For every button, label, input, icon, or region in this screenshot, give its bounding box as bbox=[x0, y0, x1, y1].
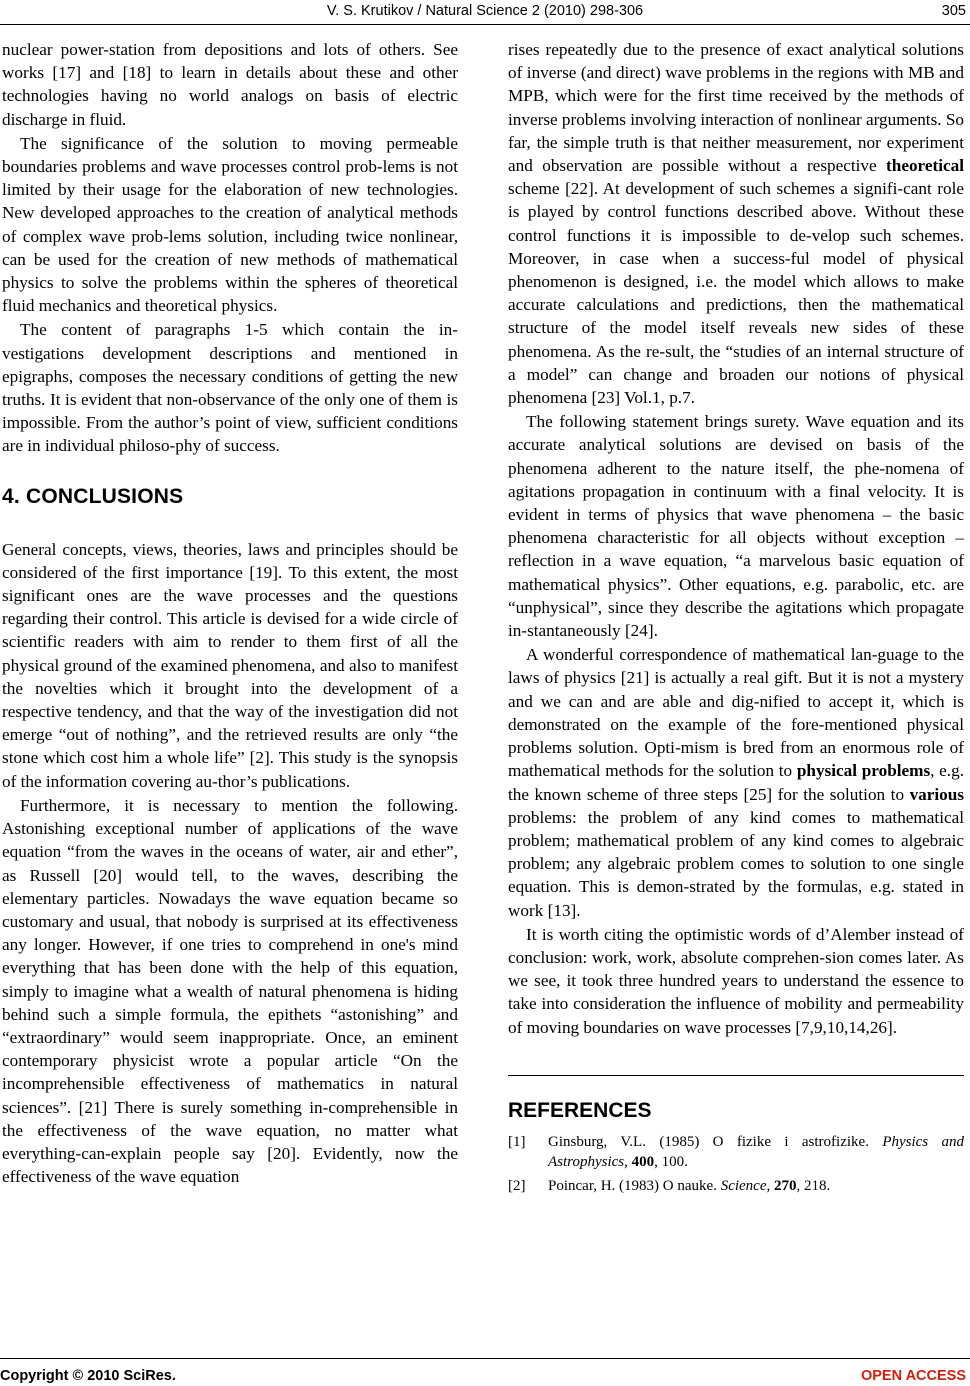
footer-rule bbox=[0, 1358, 970, 1359]
bold-term: physical problems bbox=[796, 761, 931, 781]
copyright-notice: Copyright © 2010 SciRes. bbox=[0, 1368, 176, 1384]
text-run: problems: the problem of any kind comes to mathematical problem; mathematical problem of any kind comes to algebraic problem; any algebraic problem comes to solution to one single equation. This is demon-strated by the formulas, e.g. stated in work [13]. bbox=[508, 807, 964, 920]
reference-text bbox=[548, 1176, 964, 1196]
reference-separator: , bbox=[766, 1177, 775, 1194]
page-footer bbox=[0, 1364, 970, 1386]
right-column bbox=[508, 38, 964, 1200]
section-heading-conclusions: 4. CONCLUSIONS bbox=[2, 484, 184, 508]
left-column bbox=[2, 38, 458, 1188]
reference-volume: 270 bbox=[774, 1177, 797, 1194]
reference-authors-title: Poincar, H. (1983) O nauke. bbox=[548, 1177, 721, 1194]
bold-term: various bbox=[909, 784, 964, 804]
reference-journal: Physics and Astrophysics bbox=[548, 1133, 964, 1170]
paragraph: The significance of the solution to moving permeable boundaries problems and wave processes control prob-lems is not limited by their usage for the elaboration of new technologies. New developed approaches to the creation of analytical methods of complex wave prob-lems solution, including twice nonlinear, can be used for the creation of new methods of mathematical physics to solve the problems within the spheres of theoretical fluid mechanics and theoretical physics. bbox=[2, 133, 458, 316]
paragraph: The content of paragraphs 1-5 which contain the in-vestigations development descriptions and mentioned in epigraphs, composes the necessary conditions of getting the new truths. It is evident that non-observance of the only one of them is impossible. From the author’s point of view, sufficient conditions are in individual philoso-phy of success. bbox=[2, 320, 458, 456]
paragraph: Furthermore, it is necessary to mention the following. Astonishing exceptional number of applications of the wave equation “from the waves in the oceans of water, air and ether”, as Russell [20] would tell, to the waves, describing the elementary particles. Nowadays the wave equation became so customary and usual, that nobody is surprised at its effectiveness any longer. However, if one tries to comprehend in one's mind everything that has been done with the help of this equation, simply to imagine what a wealth of natural phenomena is hiding behind such a simple formula, the epithets “astonishing” and “extraordinary” would seem inappropriate. Once, an eminent contemporary physicist wrote a popular article “On the incomprehensible effectiveness of mathematics in natural sciences”. [21] There is surely something in-comprehensible in the effectiveness of the wave equation, no matter what everything-can-explain people say [20]. Evidently, now the effectiveness of the wave equation bbox=[2, 795, 458, 1187]
references-heading: REFERENCES bbox=[508, 1098, 652, 1122]
header-rule bbox=[0, 24, 970, 25]
text-run: scheme [22]. At development of such schemes a signifi-cant role is played by control functions described above. Without these control functions it is impossible to de-velop such schemes. Moreover, in case when a success-ful model of physical phenomenon is designed, i.e. the model which allows to make accurate calculations and predictions, then the mathematical structure of the model itself reveals new sides of these phenomena. As the re-sult, the “studies of an internal structure of a model” can change and broaden our notions of physical phenomena [23] Vol.1, p.7. bbox=[508, 179, 964, 408]
running-title: V. S. Krutikov / Natural Science 2 (2010) 298-306 bbox=[326, 3, 644, 19]
paragraph: It is worth citing the optimistic words of d’Alember instead of conclusion: work, work, absolute comprehen-sion comes later. As we see, it took three hundred years to understand the essence to take into consideration the influence of mobility and permeability of moving boundaries on wave processes [7,9,10,14,26]. bbox=[508, 924, 964, 1037]
reference-item bbox=[508, 1176, 964, 1196]
paragraph bbox=[508, 38, 964, 409]
paragraph: nuclear power-station from depositions and lots of others. See works [17] and [18] to learn in details about these and other technologies having no world analogs on basis of electric discharge in fluid. bbox=[2, 40, 458, 129]
reference-separator: , bbox=[624, 1153, 632, 1170]
reference-authors-title: Ginsburg, V.L. (1985) O fizike i astrofizike. bbox=[548, 1133, 883, 1150]
text-run: rises repeatedly due to the presence of exact analytical solutions of inverse (and direct) wave problems in the regions with MB and MPB, which were for the first time received by the methods of inverse problems involving interaction of nonlinear arguments. So far, the simple truth is that neither measurement, nor experiment and observation are possible without a respective bbox=[508, 40, 965, 176]
references-rule bbox=[508, 1075, 964, 1076]
reference-number: [2] bbox=[508, 1177, 526, 1194]
bold-term: theoretical bbox=[886, 156, 964, 176]
paragraph: The following statement brings surety. Wave equation and its accurate analytical solutions are devised on basis of the phenomena adherent to the nature itself, the phe-nomena of agitations propagation in continuum with a final velocity. It is evident in terms of physics that wave phenomena – the basic phenomena characteristic for all objects without exception – reflection in a wave equation, “a marvelous basic equation of mathematical physics”. Other equations, e.g. parabolic, etc. are “unphysical”, since they describe the agitations which propagate in-stantaneously [24]. bbox=[508, 412, 964, 641]
reference-pages: , 218. bbox=[796, 1177, 831, 1194]
text-run: , e.g. the known scheme of three steps [25] for the solution to bbox=[508, 761, 964, 804]
page-header bbox=[0, 0, 970, 30]
reference-number: [1] bbox=[508, 1133, 526, 1150]
reference-item bbox=[508, 1132, 964, 1172]
page-number: 305 bbox=[941, 3, 966, 19]
text-run: A wonderful correspondence of mathematical lan-guage to the laws of physics [21] is actually a real gift. But it is not a mystery and we can and are able and dig-nified to accept it, which is demonstrated on the example of the fore-mentioned physical problems solution. Opti-mism is bred from an enormous role of mathematical methods for the solution to bbox=[508, 645, 964, 781]
reference-text bbox=[548, 1132, 964, 1172]
paragraph: General concepts, views, theories, laws and principles should be considered of the first importance [19]. To this extent, the most significant ones are the wave processes and the questions regarding their control. This article is devised for a wide circle of scientific readers with aim to render to them first of all the physical ground of the examined phenomena, and also to manifest the novelties which it brought into the development of a respective tendency, and that the way of the investigation did not emerge “out of nothing”, and the retrieved results are only “the stone which cost him a whole life” [2]. This study is the synopsis of the information covering au-thor’s publications. bbox=[2, 539, 458, 791]
reference-volume: 400 bbox=[631, 1153, 655, 1170]
reference-pages: , 100. bbox=[654, 1153, 688, 1170]
reference-journal: Science bbox=[720, 1177, 767, 1194]
paragraph bbox=[508, 643, 964, 921]
open-access-label: OPEN ACCESS bbox=[860, 1368, 966, 1384]
